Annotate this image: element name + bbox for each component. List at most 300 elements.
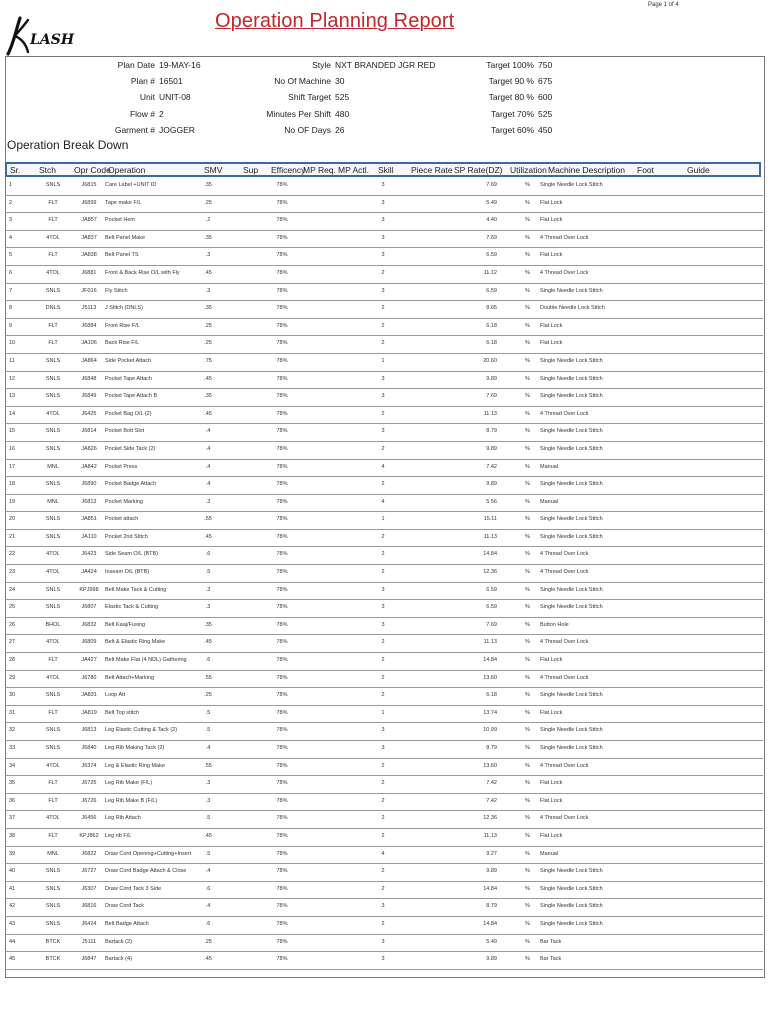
row-operation: Belt Top stitch xyxy=(105,709,140,716)
row-opr-code: JA838 xyxy=(81,252,97,259)
row-machine-description: Manual xyxy=(540,498,559,505)
row-opr-code: JA842 xyxy=(81,463,97,470)
row-sr: 29 xyxy=(9,674,16,681)
garment-label: Garment # xyxy=(114,124,155,135)
table-row xyxy=(5,354,763,372)
row-machine-description: Single Needle Lock Stitch xyxy=(540,533,603,540)
row-efficency: 78% xyxy=(276,428,288,435)
row-sr: 33 xyxy=(9,745,16,751)
row-opr-code: J6899 xyxy=(81,199,97,206)
row-skill: 4 xyxy=(381,463,385,470)
row-opr-code: JA819 xyxy=(81,709,97,716)
svg-text:LASH: LASH xyxy=(30,32,75,48)
row-sp-rate: 11.12 xyxy=(483,269,497,276)
row-efficency: 78% xyxy=(276,604,288,611)
row-sr: 37 xyxy=(9,815,16,822)
row-sr: 20 xyxy=(9,516,16,523)
row-opr-code: JA831 xyxy=(81,692,97,699)
row-machine-description: Flat Lock xyxy=(540,199,563,206)
row-smv: .3 xyxy=(205,498,211,505)
row-sp-rate: 12.36 xyxy=(483,569,497,576)
row-operation: Elastic Tack & Cutting xyxy=(105,604,159,611)
row-sp-rate: 15.11 xyxy=(483,516,497,523)
row-sp-rate: 8.79 xyxy=(486,428,497,435)
row-utilization: % xyxy=(525,569,530,576)
row-opr-code: J6813 xyxy=(81,498,97,505)
row-efficency: 78% xyxy=(276,868,288,875)
row-sp-rate: 7.42 xyxy=(486,797,497,804)
row-stch: 4TOL xyxy=(46,639,60,646)
row-machine-description: 4 Thread Over Lock xyxy=(540,410,589,417)
row-skill: 3 xyxy=(381,252,385,259)
table-row xyxy=(5,899,763,917)
row-utilization: % xyxy=(525,692,530,699)
row-sp-rate: 12.36 xyxy=(483,815,497,822)
days-row xyxy=(255,122,475,138)
row-skill: 3 xyxy=(381,428,385,435)
row-machine-description: Single Needle Lock Stitch xyxy=(540,903,603,910)
row-machine-description: 4 Thread Over Lock xyxy=(540,551,589,558)
row-stch: MNL xyxy=(47,850,59,857)
table-row xyxy=(5,759,763,777)
table-row xyxy=(5,864,763,882)
row-machine-description: 4 Thread Over Lock xyxy=(540,234,589,241)
row-utilization: % xyxy=(525,674,530,681)
row-efficency: 78% xyxy=(276,357,288,364)
klash-logo xyxy=(6,14,75,56)
row-skill: 3 xyxy=(381,234,385,241)
row-sr: 6 xyxy=(9,269,13,276)
flow-label: Flow # xyxy=(129,108,155,119)
row-skill: 2 xyxy=(381,815,385,822)
target-80-label: Target 80 % xyxy=(488,92,534,103)
row-utilization: % xyxy=(525,428,530,435)
row-operation: Draw Cord Tack 3 Side xyxy=(105,885,162,892)
row-operation: Front & Back Rise O/L with Fly xyxy=(105,269,180,276)
row-stch: 4TOL xyxy=(46,551,60,558)
row-sp-rate: 6.59 xyxy=(486,252,497,259)
row-machine-description: Single Needle Lock Stitch xyxy=(540,375,603,382)
row-smv: .6 xyxy=(205,657,211,664)
row-utilization: % xyxy=(525,938,530,945)
header-col-2 xyxy=(255,57,475,138)
row-utilization: % xyxy=(525,797,530,804)
row-operation: Bartack (2) xyxy=(105,938,132,945)
row-opr-code: J6456 xyxy=(81,815,97,822)
row-smv: .45 xyxy=(204,269,212,276)
row-efficency: 78% xyxy=(276,287,288,294)
target-90-row xyxy=(455,73,655,89)
row-operation: Belt Make Flat (4 NDL) Gathering xyxy=(105,657,187,664)
row-skill: 2 xyxy=(381,797,385,804)
row-machine-description: Manual xyxy=(540,850,559,857)
col-utilization: Utilization xyxy=(510,165,547,175)
target-60-row xyxy=(455,122,655,138)
row-utilization: % xyxy=(525,340,530,347)
table-row xyxy=(5,565,763,583)
page-number: Page 1 of 4 xyxy=(648,2,679,8)
row-machine-description: Single Needle Lock Stitch xyxy=(540,481,603,488)
row-sr: 38 xyxy=(9,832,16,839)
row-smv: .45 xyxy=(204,410,212,417)
row-skill: 2 xyxy=(381,885,385,892)
target-60-label: Target 60% xyxy=(491,124,534,135)
row-sr: 3 xyxy=(9,217,13,224)
col-machine-description: Machine Description xyxy=(548,165,626,175)
col-skill: Skill xyxy=(378,165,394,175)
row-efficency: 78% xyxy=(276,745,288,751)
row-sp-rate: 13.60 xyxy=(483,674,497,681)
row-sr: 22 xyxy=(9,551,16,558)
row-utilization: % xyxy=(525,657,530,664)
row-sr: 4 xyxy=(9,234,13,241)
row-machine-description: Flat Lock xyxy=(540,217,563,224)
row-efficency: 78% xyxy=(276,850,288,857)
table-row xyxy=(5,460,763,478)
table-row xyxy=(5,847,763,865)
row-efficency: 78% xyxy=(276,569,288,576)
row-machine-description: Single Needle Lock Stitch xyxy=(540,885,603,892)
row-opr-code: J6848 xyxy=(81,375,97,382)
row-sr: 36 xyxy=(9,797,16,804)
row-sr: 19 xyxy=(9,498,16,505)
table-row xyxy=(5,917,763,935)
row-utilization: % xyxy=(525,885,530,892)
target-100-label: Target 100% xyxy=(486,60,534,70)
row-operation: Back Rise F/L xyxy=(105,340,140,347)
row-stch: FLT xyxy=(48,780,58,787)
row-sp-rate: 9.89 xyxy=(486,445,497,452)
row-sp-rate: 4.40 xyxy=(486,217,497,224)
row-skill: 3 xyxy=(381,621,385,628)
row-skill: 2 xyxy=(381,481,385,488)
row-utilization: % xyxy=(525,393,530,400)
row-smv: .25 xyxy=(204,692,212,699)
row-opr-code: JA106 xyxy=(81,340,97,347)
row-machine-description: Button Hole xyxy=(540,621,569,628)
row-opr-code: KPJ998 xyxy=(79,586,99,593)
row-opr-code: J6424 xyxy=(81,920,97,927)
row-sp-rate: 7.42 xyxy=(486,780,497,787)
row-utilization: % xyxy=(525,498,530,505)
row-smv: .45 xyxy=(204,533,212,540)
row-operation: Draw Cord Tack xyxy=(105,903,145,910)
row-utilization: % xyxy=(525,217,530,224)
table-row xyxy=(5,547,763,565)
row-smv: .4 xyxy=(205,463,211,470)
row-opr-code: J6813 xyxy=(81,727,97,734)
row-machine-description: Flat Lock xyxy=(540,657,563,664)
row-smv: .3 xyxy=(205,797,211,804)
row-efficency: 78% xyxy=(276,305,288,312)
row-sp-rate: 7.69 xyxy=(486,234,497,241)
row-stch: SNLS xyxy=(45,533,61,540)
row-sp-rate: 8.79 xyxy=(486,745,497,751)
row-sr: 24 xyxy=(9,586,16,593)
row-machine-description: Single Needle Lock Stitch xyxy=(540,516,603,523)
row-skill: 2 xyxy=(381,410,385,417)
row-machine-description: Manual xyxy=(540,463,559,470)
row-smv: .3 xyxy=(205,586,211,593)
machines-row xyxy=(255,73,475,89)
table-row xyxy=(5,882,763,900)
row-sr: 5 xyxy=(9,252,13,259)
row-operation: Leg Rib Make (F/L) xyxy=(105,780,153,787)
row-skill: 3 xyxy=(381,956,385,963)
row-utilization: % xyxy=(525,287,530,294)
row-operation: Pocket Bott Slot xyxy=(105,428,145,435)
row-sp-rate: 7.69 xyxy=(486,393,497,400)
row-utilization: % xyxy=(525,269,530,276)
row-operation: Side Seam O/L (BTB) xyxy=(105,551,158,558)
table-header xyxy=(5,162,761,177)
row-sp-rate: 11.13 xyxy=(483,832,497,839)
row-stch: SNLS xyxy=(45,375,61,382)
row-stch: SNLS xyxy=(45,445,61,452)
garment-value: JOGGER xyxy=(159,124,195,135)
row-stch: FLT xyxy=(48,797,58,804)
row-sr: 10 xyxy=(9,340,16,347)
row-machine-description: Flat Lock xyxy=(540,252,563,259)
row-sp-rate: 6.18 xyxy=(486,322,497,329)
row-stch: SNLS xyxy=(45,586,61,593)
row-opr-code: J6832 xyxy=(81,621,97,628)
row-stch: SNLS xyxy=(45,481,61,488)
row-skill: 2 xyxy=(381,340,385,347)
row-smv: .35 xyxy=(204,393,212,400)
table-row xyxy=(5,935,763,953)
row-efficency: 78% xyxy=(276,657,288,664)
target-100-row xyxy=(455,57,655,73)
row-opr-code: J6849 xyxy=(81,393,97,400)
row-skill: 2 xyxy=(381,322,385,329)
row-sr: 27 xyxy=(9,639,16,646)
row-skill: 2 xyxy=(381,569,385,576)
row-operation: Belt Panel TS xyxy=(105,252,139,259)
row-skill: 1 xyxy=(381,709,385,716)
row-machine-description: Single Needle Lock Stitch xyxy=(540,182,603,188)
row-operation: Inseam O/L (BTB) xyxy=(105,569,150,576)
row-sp-rate: 14.84 xyxy=(483,885,497,892)
table-row xyxy=(5,671,763,689)
row-efficency: 78% xyxy=(276,252,288,259)
row-stch: SNLS xyxy=(45,287,61,294)
table-row xyxy=(5,688,763,706)
row-smv: .6 xyxy=(205,885,211,892)
row-efficency: 78% xyxy=(276,234,288,241)
table-row xyxy=(5,653,763,671)
row-opr-code: J6726 xyxy=(81,797,97,804)
row-stch: 4TOL xyxy=(46,569,60,576)
table-row xyxy=(5,741,763,759)
row-sp-rate: 10.99 xyxy=(483,727,497,734)
row-utilization: % xyxy=(525,903,530,910)
operation-table-body xyxy=(5,178,763,970)
row-operation: Loop Att xyxy=(105,692,126,699)
flow-row xyxy=(60,106,240,122)
row-smv: .55 xyxy=(204,762,212,769)
row-efficency: 78% xyxy=(276,815,288,822)
row-operation: Leg & Elastic Ring Make xyxy=(105,762,165,769)
row-sp-rate: 7.69 xyxy=(486,621,497,628)
row-stch: FLT xyxy=(48,217,58,224)
row-sp-rate: 13.60 xyxy=(483,762,497,769)
row-sp-rate: 11.13 xyxy=(483,533,497,540)
row-smv: .4 xyxy=(205,445,211,452)
row-utilization: % xyxy=(525,709,530,716)
row-smv: .45 xyxy=(204,832,212,839)
row-smv: .35 xyxy=(204,182,212,188)
row-utilization: % xyxy=(525,586,530,593)
row-sp-rate: 7.69 xyxy=(486,182,497,188)
row-stch: BHOL xyxy=(45,621,61,628)
row-efficency: 78% xyxy=(276,498,288,505)
row-utilization: % xyxy=(525,322,530,329)
row-efficency: 78% xyxy=(276,727,288,734)
row-stch: FLT xyxy=(48,252,58,259)
row-efficency: 78% xyxy=(276,322,288,329)
row-utilization: % xyxy=(525,956,530,963)
row-smv: .35 xyxy=(204,621,212,628)
row-machine-description: 4 Thread Over Lock xyxy=(540,762,589,769)
row-operation: Draw Cord Badge Attach & Close xyxy=(105,868,187,875)
row-efficency: 78% xyxy=(276,674,288,681)
row-sr: 1 xyxy=(9,182,13,188)
col-mp-actl: MP Actl. xyxy=(338,165,370,175)
row-operation: Pocket Tape Attach xyxy=(105,375,152,382)
row-skill: 3 xyxy=(381,727,385,734)
row-opr-code: J5113 xyxy=(81,305,97,312)
row-opr-code: J6727 xyxy=(81,868,97,875)
row-opr-code: J6840 xyxy=(81,745,97,751)
row-efficency: 78% xyxy=(276,709,288,716)
row-opr-code: J6814 xyxy=(81,428,97,435)
row-skill: 3 xyxy=(381,217,385,224)
row-stch: SNLS xyxy=(45,604,61,611)
row-stch: BTCK xyxy=(45,938,61,945)
row-smv: .25 xyxy=(204,938,212,945)
target-70-label: Target 70% xyxy=(491,108,534,119)
row-opr-code: JA427 xyxy=(81,657,97,664)
row-stch: 4TOL xyxy=(46,815,60,822)
row-efficency: 78% xyxy=(276,797,288,804)
row-operation: Belt Badge Attach xyxy=(105,920,149,927)
table-row xyxy=(5,530,763,548)
row-utilization: % xyxy=(525,445,530,452)
row-stch: MNL xyxy=(47,498,59,505)
row-utilization: % xyxy=(525,621,530,628)
row-sr: 30 xyxy=(9,692,16,699)
header-col-1 xyxy=(60,57,240,138)
target-70-row xyxy=(455,106,655,122)
row-opr-code: JA424 xyxy=(81,569,97,576)
row-machine-description: Single Needle Lock Stitch xyxy=(540,745,603,751)
row-efficency: 78% xyxy=(276,885,288,892)
row-smv: .55 xyxy=(204,674,212,681)
table-row xyxy=(5,706,763,724)
row-skill: 2 xyxy=(381,780,385,787)
row-operation: J Stitch (DNLS) xyxy=(105,305,143,312)
row-skill: 3 xyxy=(381,586,385,593)
row-utilization: % xyxy=(525,815,530,822)
row-efficency: 78% xyxy=(276,692,288,699)
row-machine-description: Single Needle Lock Stitch xyxy=(540,920,603,927)
row-sp-rate: 6.59 xyxy=(486,604,497,611)
row-operation: Belt Attach+Marking xyxy=(105,674,155,681)
row-smv: .6 xyxy=(205,920,211,927)
row-sp-rate: 6.18 xyxy=(486,692,497,699)
row-skill: 3 xyxy=(381,903,385,910)
row-efficency: 78% xyxy=(276,938,288,945)
row-stch: SNLS xyxy=(45,868,61,875)
row-smv: .4 xyxy=(205,903,211,910)
row-sr: 40 xyxy=(9,868,16,875)
row-machine-description: Flat Lock xyxy=(540,340,563,347)
row-operation: Pocket Press xyxy=(105,463,138,470)
table-row xyxy=(5,389,763,407)
row-smv: .45 xyxy=(204,639,212,646)
row-utilization: % xyxy=(525,410,530,417)
row-sp-rate: 5.56 xyxy=(486,498,497,505)
row-skill: 3 xyxy=(381,938,385,945)
row-sr: 16 xyxy=(9,445,16,452)
row-operation: Belt & Elastic Ring Make xyxy=(105,639,166,646)
row-machine-description: 4 Thread Over Lock xyxy=(540,569,589,576)
row-stch: DNLS xyxy=(45,305,61,312)
row-opr-code: JA851 xyxy=(81,516,97,523)
row-utilization: % xyxy=(525,199,530,206)
row-efficency: 78% xyxy=(276,217,288,224)
table-row xyxy=(5,635,763,653)
row-sr: 39 xyxy=(9,850,16,857)
target-90-label: Target 90 % xyxy=(488,76,534,87)
col-sup: Sup xyxy=(243,165,259,175)
target-80-row xyxy=(455,89,655,105)
row-efficency: 78% xyxy=(276,182,288,188)
table-row xyxy=(5,284,763,302)
row-sp-rate: 9.89 xyxy=(486,375,497,382)
row-sr: 34 xyxy=(9,762,16,769)
row-smv: .35 xyxy=(204,305,212,312)
row-smv: .25 xyxy=(204,322,212,329)
row-smv: .2 xyxy=(205,217,211,224)
row-sr: 11 xyxy=(9,357,15,364)
row-sr: 7 xyxy=(9,287,13,294)
table-row xyxy=(5,811,763,829)
row-smv: .75 xyxy=(204,357,212,364)
row-smv: .3 xyxy=(205,252,211,259)
row-utilization: % xyxy=(525,463,530,470)
row-opr-code: JA857 xyxy=(81,217,97,224)
machines-value: 30 xyxy=(335,76,345,87)
row-skill: 2 xyxy=(381,639,385,646)
row-sp-rate: 13.74 xyxy=(483,709,497,716)
table-row xyxy=(5,248,763,266)
row-skill: 3 xyxy=(381,287,385,294)
row-operation: Tape make F/L xyxy=(105,199,142,206)
row-stch: SNLS xyxy=(45,727,61,734)
row-sr: 12 xyxy=(9,375,16,382)
row-smv: .4 xyxy=(205,428,211,435)
row-skill: 3 xyxy=(381,199,385,206)
target-90-value: 675 xyxy=(538,76,553,87)
row-operation: Belt Kaaj/Fusing xyxy=(105,621,146,628)
table-row xyxy=(5,477,763,495)
table-row xyxy=(5,301,763,319)
table-row xyxy=(5,213,763,231)
row-stch: FLT xyxy=(48,199,58,206)
row-operation: Pocket Marking xyxy=(105,498,143,505)
